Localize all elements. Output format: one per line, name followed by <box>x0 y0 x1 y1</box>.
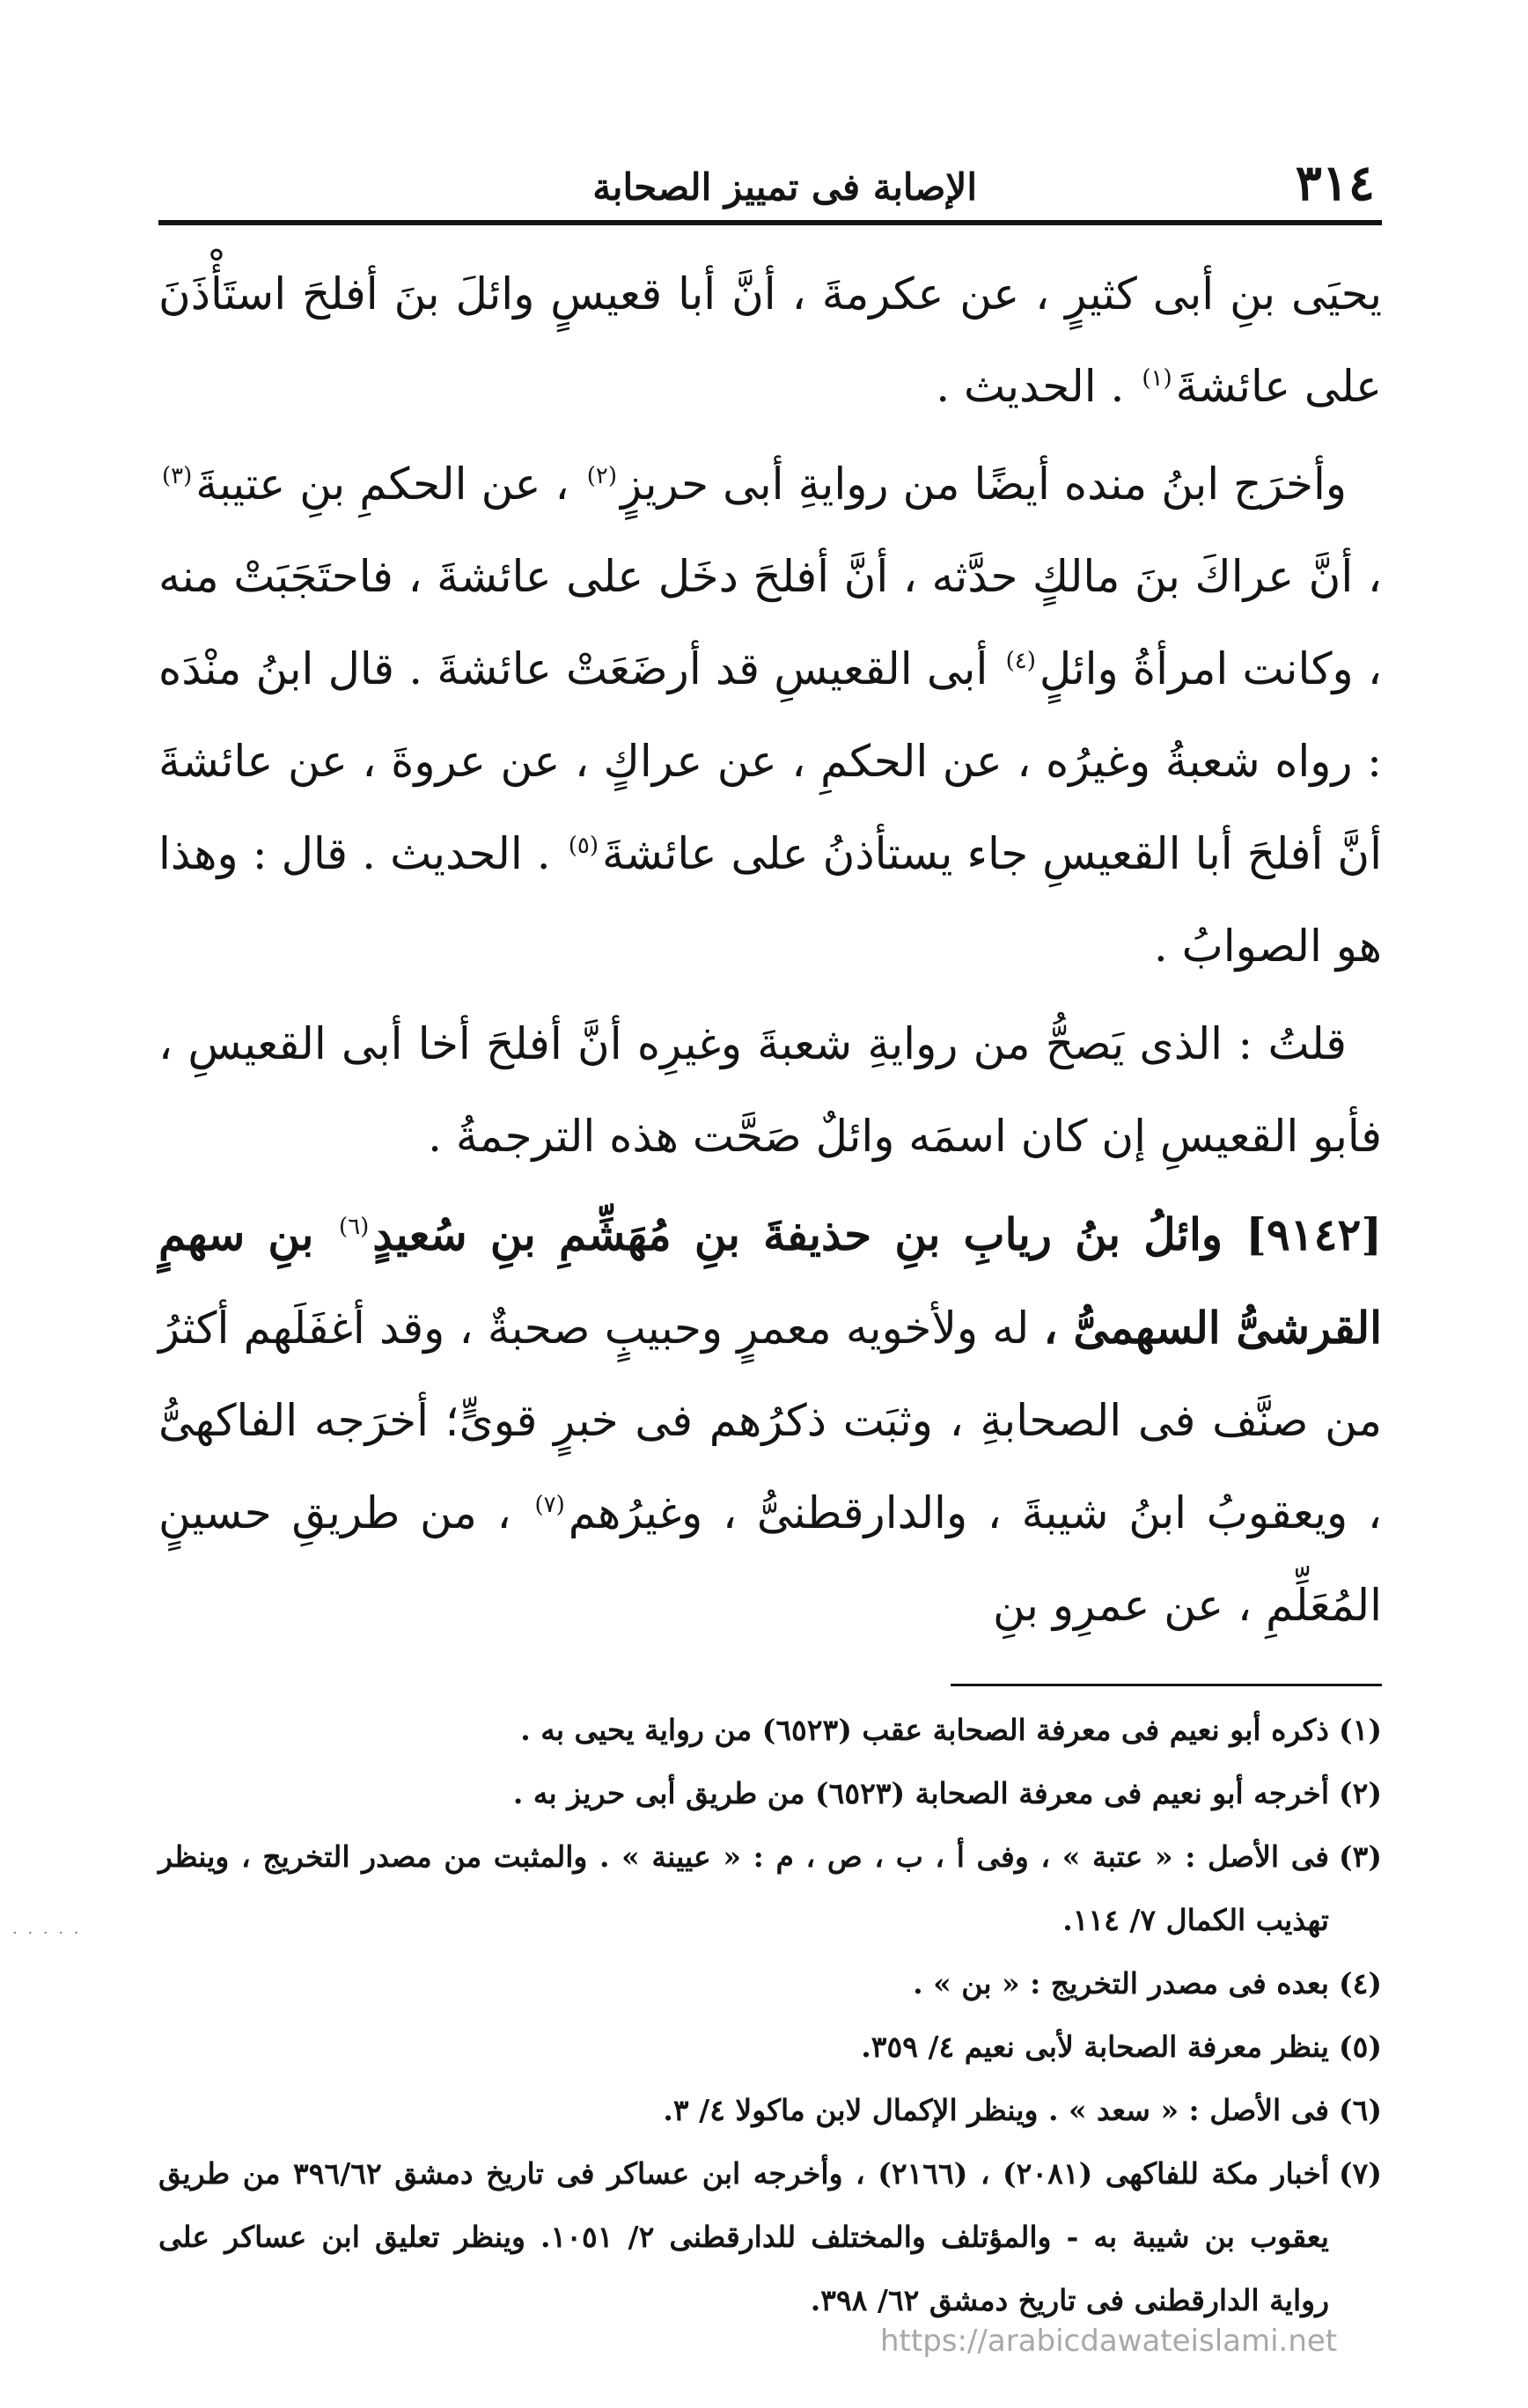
paragraph-4-text-a: له ولأخويه معمرٍ وحبيبٍ صحبةٌ ، وقد أغفَلَهم أكثرُ من صنَّف فى الصحابةِ ، وثبَت ذكرُهم فى خبرٍ قوىٍّ؛ أخرَجه الفاكهىُّ ، ويعقوبُ ابنُ شيبةَ ، والدارقطنىُّ ، وغيرُهم <box>158 1303 1382 1538</box>
paragraph-2 <box>158 438 1382 993</box>
footnote-separator <box>951 1684 1382 1686</box>
footnotes <box>158 1699 1382 2332</box>
footnote-mark-7: (٧) <box>534 1492 565 1519</box>
paragraph-2-text-d: أبى القعيسِ قد أرضَعَتْ عائشةَ . قال ابنُ منْدَه : رواه شعبةُ وغيرُه ، عن الحكمِ ، عن عراكٍ ، عن عروةَ ، عن عائشةَ أنَّ أفلحَ أبا القعيسِ جاء يستأذنُ على عائشةَ <box>158 643 1382 879</box>
paragraph-2-text-b: ، عن الحكمِ بنِ عتيبةَ <box>195 459 569 510</box>
paragraph-1-text-a: يحيَى بنِ أبى كثيرٍ ، عن عكرمةَ ، أنَّ أبا قعيسٍ وائلَ بنَ أفلحَ استَأْذَنَ على عائشةَ <box>158 268 1382 412</box>
footnote-mark-1: (١) <box>1142 365 1172 393</box>
footnote-number: (٢) <box>1339 1776 1382 1810</box>
watermark-url: https://arabicdawateislami.net <box>880 2324 1338 2359</box>
footnote-text: ينظر معرفة الصحابة لأبى نعيم ٤/ ٣٥٩. <box>861 2030 1329 2064</box>
paragraph-4-entry <box>158 1188 1382 1652</box>
paragraph-2-text-a: وأخرَج ابنُ منده أيضًا من روايةِ أبى حريزٍ <box>621 459 1347 510</box>
entry-heading-a: [٩١٤٢] وائلُ بنُ ريابِ بنِ حذيفةَ بنِ مُهَشِّمِ بنِ سُعيدٍ <box>372 1208 1382 1260</box>
footnote <box>158 2015 1382 2079</box>
footnote-mark-4: (٤) <box>1005 648 1036 675</box>
footnote <box>158 1699 1382 1762</box>
footnote-number: (٤) <box>1339 1966 1382 2001</box>
footnote-text: فى الأصل : « عتبة » ، وفى أ ، ب ، ص ، م : « عيينة » . والمثبت من مصدر التخريج ، وينظر تهذيب الكمال ٧/ ١١٤. <box>158 1839 1329 1937</box>
footnote-number: (٣) <box>1339 1839 1382 1874</box>
entry-heading-b: بنِ سهمٍ القرشىُّ السهمىُّ ، <box>158 1208 1382 1354</box>
footnote <box>158 1762 1382 1825</box>
footnote-mark-2: (٢) <box>586 463 618 490</box>
book-page <box>158 132 1382 2317</box>
footnote-number: (٥) <box>1339 2030 1382 2064</box>
footnote-mark-6: (٦) <box>339 1214 370 1241</box>
paragraph-3-text: قلتُ : الذى يَصحُّ من روايةِ شعبةَ وغيرِه أنَّ أفلحَ أخا أبى القعيسِ ، فأبو القعيسِ إن كان اسمَه وائلٌ صَحَّت هذه الترجمةُ . <box>158 1018 1382 1162</box>
paragraph-4-text-b: ، من طريقِ حسينٍ المُعَلِّمِ ، عن عمرِو بنِ <box>158 1487 1382 1631</box>
page-header <box>158 132 1382 225</box>
footnote-mark-5: (٥) <box>568 833 599 860</box>
paragraph-1-text-b: . الحديث . <box>936 361 1125 412</box>
paragraph-2-text-c: ، أنَّ عراكَ بنَ مالكٍ حدَّثه ، أنَّ أفلحَ دخَل على عائشةَ ، فاحتَجَبَتْ منه ، وكانت امرأةُ وائلٍ <box>158 551 1382 694</box>
paragraph-1 <box>158 248 1382 433</box>
footnote <box>158 2079 1382 2142</box>
footnote-text: ذكره أبو نعيم فى معرفة الصحابة عقب (٦٥٢٣) من رواية يحيى به . <box>520 1713 1329 1747</box>
page-number: ٣١٤ <box>1295 154 1375 212</box>
paragraph-3 <box>158 998 1382 1183</box>
footnote-text: أخرجه أبو نعيم فى معرفة الصحابة (٦٥٢٣) من طريق أبى حريز به . <box>512 1776 1329 1810</box>
footnote <box>158 1825 1382 1952</box>
running-title: الإصابة فى تمييز الصحابة <box>592 165 977 209</box>
main-text <box>158 248 1382 1652</box>
paragraph-2-text-e: . الحديث . قال : وهذا هو الصوابُ . <box>158 828 1382 972</box>
footnote-number: (١) <box>1339 1713 1382 1747</box>
footnote-number: (٧) <box>1339 2156 1382 2191</box>
side-margin-mark: · · · · · <box>12 1924 82 1942</box>
footnote-text: بعده فى مصدر التخريج : « بن » . <box>913 1966 1329 2001</box>
footnote-number: (٦) <box>1339 2093 1382 2127</box>
footnote <box>158 1952 1382 2015</box>
footnote <box>158 2142 1382 2332</box>
footnote-mark-3: (٣) <box>162 463 193 490</box>
footnote-text: فى الأصل : « سعد » . وينظر الإكمال لابن ماكولا ٤/ ٣. <box>663 2093 1329 2127</box>
footnote-text: أخبار مكة للفاكهى (٢٠٨١) ، (٢١٦٦) ، وأخرجه ابن عساكر فى تاريخ دمشق ٣٩٦/٦٢ من طريق يعقوب بن شيبة به - والمؤتلف والمختلف للدارقطنى ٢/ ١٠٥١. وينظر تعليق ابن عساكر على رواية الدارقطنى فى تاريخ دمشق ٦٢/ ٣٩٨. <box>158 2156 1330 2317</box>
